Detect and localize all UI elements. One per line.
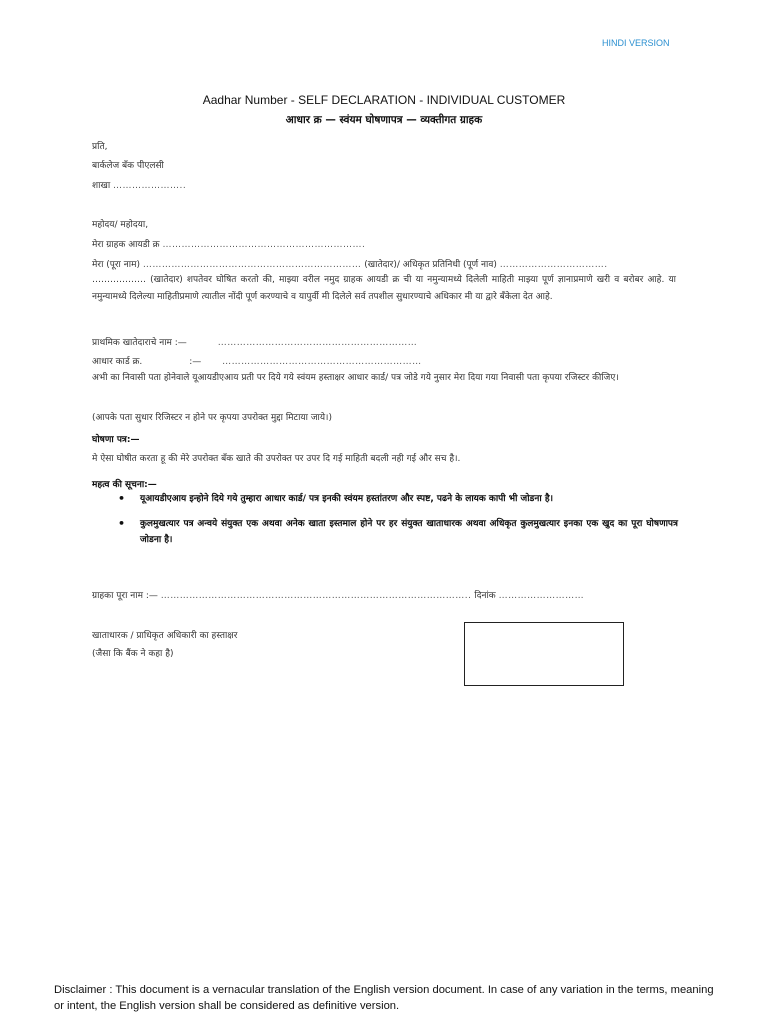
- address-paragraph: अभी का निवासी पता होनेवाले यूआयडीएआय प्रती पर दिये गये स्वंयम हस्ताक्षर आधार कार्ड/ पत्र जोडे गये नुसार मेरा दिया गया निवासी पता कृपया रजिस्टर कीजिए।: [92, 373, 619, 383]
- declaration-paragraph: ……………… (खातेदार) शपतेवर घोषित करतो की, माझ्या वरील नमुद ग्राहक आयडी क्र ची या नमुन्यामध्ये दिलेली माहिती माझ्या पूर्ण ज्ञानाप्रमाणे खरी व बरोबर आहे. या नमुन्यामध्ये दिलेल्या माहितीप्रमाणे त्यातील नोंदी पूर्ण करण्याचे व यापुर्वी मी दिलेले सर्व तपशील सुधारण्याचे अधिकार मी या द्वारे बँकेला देत आहे.: [92, 275, 676, 302]
- holder-field[interactable]: …………………………….: [499, 260, 608, 270]
- notes-list: [92, 491, 678, 557]
- holder-label: (खातेदार)/ अधिकृत प्रतिनिधी (पूर्ण नाव): [364, 260, 497, 270]
- branch-field[interactable]: …………………..: [113, 181, 187, 191]
- address-bank: बार्कलेज बँक पीएलसी: [92, 161, 164, 171]
- aadhar-card-line: [92, 354, 422, 367]
- date-label: दिनांक: [474, 591, 496, 601]
- aadhar-card-field[interactable]: ………………………………………………………: [222, 357, 422, 367]
- customer-name-line: [92, 588, 584, 601]
- declaration-heading: घोषणा पत्र:—: [92, 435, 140, 445]
- salutation: महोदय/ महोदया,: [92, 220, 149, 230]
- customer-id-line: [92, 237, 365, 250]
- address-to: प्रति,: [92, 142, 108, 152]
- date-field[interactable]: ………………………: [498, 591, 585, 601]
- notes-item: • कुलमुखत्यार पत्र अन्वये संयुक्त एक अथवा अनेक खाता इस्तमाल होने पर हर संयुक्त खाताधारक अथवा अधिकृत कुलमुखत्यार इनका एक खुद का पूरा घोषणापत्र जोडना है।: [92, 516, 678, 549]
- signature-note: (जैसा कि बैंक ने कहा है): [92, 649, 174, 659]
- document-title-english: Aadhar Number - SELF DECLARATION - INDIVIDUAL CUSTOMER: [202, 93, 566, 107]
- primary-holder-label: प्राथमिक खातेदाराचे नाम :—: [92, 338, 187, 348]
- notes-item: • यूआयडीएआय इन्होने दिये गये तुम्हारा आधार कार्ड/ पत्र इनकी स्वंयम हस्तांतरण और स्पष्ट, पढने के लायक कापी भी जोडना है।: [92, 491, 678, 508]
- branch-label: शाखा: [92, 181, 111, 191]
- name-line: [92, 257, 608, 270]
- note-paragraph: (आपके पता सुधार रिजिस्टर न होने पर कृपया उपरोक्त मुद्दा मिटाया जाये।): [92, 413, 332, 423]
- document-title-hindi: आधार क्र — स्वंयम घोषणापत्र — व्यक्तीगत ग्राहक: [285, 114, 483, 126]
- aadhar-card-separator: :—: [189, 357, 202, 367]
- signature-label: खाताधारक / प्राधिकृत अधिकारी का हस्ताक्षर: [92, 631, 238, 641]
- address-branch: [92, 178, 186, 191]
- name-field[interactable]: ……………………………………………………………: [142, 260, 362, 270]
- name-label: मेरा (पूरा नाम): [92, 260, 140, 270]
- version-label: HINDI VERSION: [602, 38, 670, 48]
- disclaimer: Disclaimer : This document is a vernacular translation of the English version document. In case of any variation in the terms, meaning or intent, the English version shall be considered as definitive version.: [54, 984, 714, 1012]
- customer-id-field[interactable]: ……………………………………………………….: [162, 240, 366, 250]
- primary-holder-line: [92, 335, 417, 348]
- primary-holder-field[interactable]: ………………………………………………………: [217, 338, 418, 348]
- signature-box[interactable]: [464, 622, 624, 686]
- notes-heading: महत्व की सूचना:—: [92, 480, 157, 490]
- aadhar-card-label: आधार कार्ड क्र.: [92, 357, 143, 367]
- customer-name-label: ग्राहका पूरा नाम :—: [92, 591, 158, 601]
- declaration-text: मे ऐसा घोषीत करता हू की मेरे उपरोक्त बँक खाते की उपरोक्त पर उपर दि गई माहिती बदली नही गई और सच है।.: [92, 454, 461, 464]
- customer-id-label: मेरा ग्राहक आयडी क्र: [92, 240, 160, 250]
- customer-name-field[interactable]: ……………………………………………………………………………………..: [160, 591, 472, 601]
